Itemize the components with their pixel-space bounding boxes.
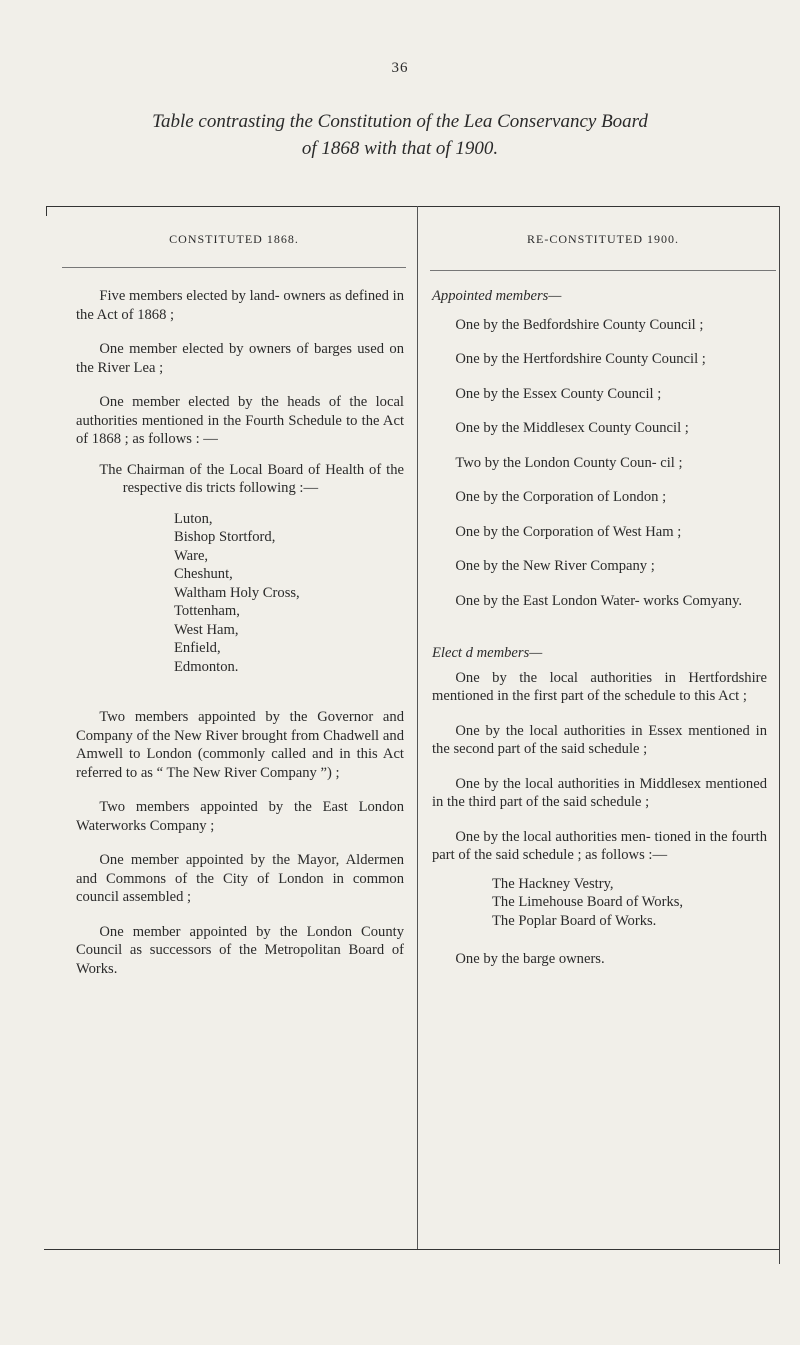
elected-item: One by the local authorities in Middlesex mentioned in the third part of the said schedule ; xyxy=(432,775,767,810)
right-column xyxy=(432,287,767,969)
left-para-lcc: One member appointed by the London County Council as successors of the Metropolitan Board of Works. xyxy=(76,923,404,977)
place-item: Luton, xyxy=(174,510,213,527)
body-item: The Poplar Board of Works. xyxy=(492,912,657,929)
left-head-rule xyxy=(62,267,406,268)
left-para-chairman: The Chairman of the Local Board of Health of the respective dis tricts following :— xyxy=(99,461,404,496)
title-line-2: of 1868 with that of 1900. xyxy=(301,138,499,159)
elected-item: One by the local authorities in Hertfordshire mentioned in the first part of the schedule to this Act ; xyxy=(432,669,767,704)
appointed-item: One by the Bedfordshire County Council ; xyxy=(455,316,704,333)
barge-owners-item: One by the barge owners. xyxy=(455,951,605,967)
left-place-list xyxy=(174,510,404,677)
column-divider xyxy=(417,206,418,1249)
elected-item: One by the local authorities men- tioned in the fourth part of the said schedule ; as follows :— xyxy=(432,828,767,863)
appointed-item: One by the Corporation of London ; xyxy=(455,489,667,505)
body-item: The Limehouse Board of Works, xyxy=(492,894,684,910)
left-para-barge-owners: One member elected by owners of barges used on the River Lea ; xyxy=(76,341,404,376)
place-item: Bishop Stortford, xyxy=(174,529,276,545)
left-para-landowners: Five members elected by land- owners as defined in the Act of 1868 ; xyxy=(76,288,404,323)
place-item: West Ham, xyxy=(174,621,239,638)
place-item: Ware, xyxy=(174,547,209,564)
place-item: Waltham Holy Cross, xyxy=(174,584,300,601)
table-title xyxy=(70,108,730,162)
table-right-edge xyxy=(779,206,780,1264)
place-item: Cheshunt, xyxy=(174,566,233,582)
page-number: 36 xyxy=(391,60,409,76)
table-bottom-rule xyxy=(44,1249,779,1250)
place-item: Tottenham, xyxy=(174,603,240,619)
place-item: Enfield, xyxy=(174,640,221,656)
left-para-new-river: Two members appointed by the Governor and Company of the New River brought from Chadwell and Amwell to London (commonly called and in this Act referred to as “ The New River Company ”) ; xyxy=(76,709,404,781)
appointed-item: One by the Middlesex County Council ; xyxy=(455,420,689,436)
table-left-edge xyxy=(46,206,47,216)
left-para-city-of-london: One member appointed by the Mayor, Aldermen and Commons of the City of London in common council assembled ; xyxy=(76,852,404,905)
right-column-heading: RE-CONSTITUTED 1900. xyxy=(527,232,679,246)
left-para-local-heads: One member elected by the heads of the local authorities mentioned in the Fourth Schedule to the Act of 1868 ; as follows : — xyxy=(76,394,404,447)
body-item: The Hackney Vestry, xyxy=(492,875,614,892)
title-line-1: Table contrasting the Constitution of the Lea Conservancy Board xyxy=(152,111,648,132)
appointed-members-label: Appointed members— xyxy=(432,288,562,304)
appointed-item: One by the Essex County Council ; xyxy=(455,385,662,402)
appointed-item: One by the New River Company ; xyxy=(455,558,655,574)
appointed-item: One by the Corporation of West Ham ; xyxy=(455,523,682,540)
right-head-rule xyxy=(430,270,776,271)
elected-item: One by the local authorities in Essex mentioned in the second part of the said schedule ; xyxy=(432,722,767,757)
place-item: Edmonton. xyxy=(174,658,239,675)
appointed-item: Two by the London County Coun- cil ; xyxy=(455,454,683,471)
left-column-heading: CONSTITUTED 1868. xyxy=(169,232,299,246)
appointed-item: One by the Hertfordshire County Council ; xyxy=(455,351,706,367)
left-column xyxy=(76,287,404,978)
elected-members-label: Elect d members— xyxy=(432,645,543,661)
fourth-part-bodies xyxy=(492,875,767,931)
left-para-east-london: Two members appointed by the East London Waterworks Company ; xyxy=(76,799,404,834)
appointed-item: One by the East London Water- works Comyany. xyxy=(455,592,743,609)
table-top-rule xyxy=(46,206,779,207)
